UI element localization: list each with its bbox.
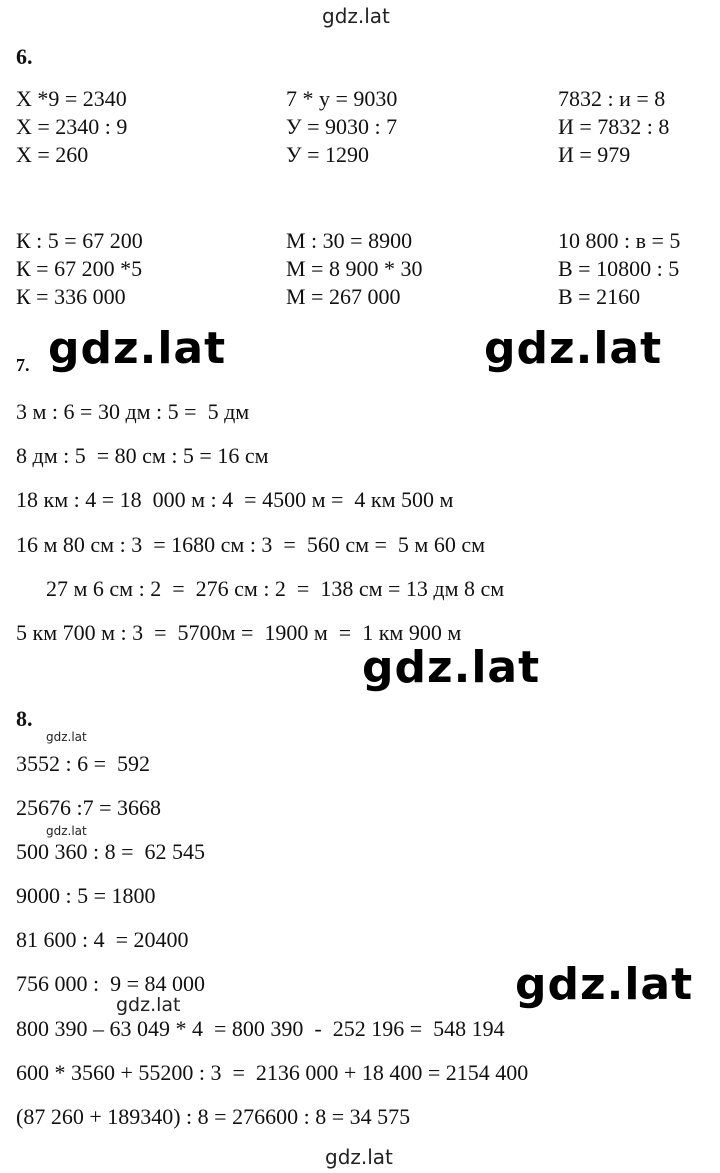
watermark-big-2: gdz.lat: [484, 323, 663, 374]
line-8-6: 756 000 : 9 = 84 000: [16, 973, 206, 991]
eq-6-1-1: X *9 = 2340: [16, 86, 127, 111]
watermark-small-1: gdz.lat: [46, 730, 87, 744]
eq-6-6-2: М = 267 000: [286, 284, 401, 309]
watermark-small-2: gdz.lat: [46, 824, 87, 838]
eq-6-1-2: 7 * у = 9030: [286, 86, 398, 111]
eq-6-4-3: 10 800 : в = 5: [558, 228, 681, 253]
task-7-heading: 7.: [16, 355, 30, 375]
eq-6-2-3: И = 7832 : 8: [558, 114, 670, 139]
watermark-big-3: gdz.lat: [362, 642, 541, 693]
watermark-big-4: gdz.lat: [515, 959, 694, 1010]
line-8-8: 600 * 3560 + 55200 : 3 = 2136 000 + 18 400 = 2154 400: [16, 1060, 529, 1085]
line-8-9: (87 260 + 189340) : 8 = 276600 : 8 = 34 575: [16, 1104, 411, 1129]
eq-6-4-1: К : 5 = 67 200: [16, 228, 143, 253]
task-8-heading: 8.: [16, 706, 33, 731]
watermark-bottom: gdz.lat: [325, 1145, 393, 1169]
line-8-2: 25676 :7 = 3668: [16, 795, 162, 820]
eq-6-2-1: X = 2340 : 9: [16, 114, 128, 139]
eq-6-3-2: У = 1290: [286, 142, 369, 167]
line-7-3: 18 км : 4 = 18 000 м : 4 = 4500 м = 4 км 500 м: [16, 487, 454, 512]
eq-6-6-3: В = 2160: [558, 284, 641, 309]
eq-6-6-1: К = 336 000: [16, 284, 126, 309]
task-6-heading: 6.: [16, 44, 33, 69]
line-7-4: 16 м 80 см : 3 = 1680 см : 3 = 560 см = 5 м 60 см: [16, 532, 486, 557]
line-7-1: 3 м : 6 = 30 дм : 5 = 5 дм: [16, 399, 250, 424]
line-7-5: 27 м 6 см : 2 = 276 см : 2 = 138 см = 13 дм 8 см: [46, 576, 505, 601]
line-8-5: 81 600 : 4 = 20400: [16, 927, 189, 952]
eq-6-5-2: М = 8 900 * 30: [286, 256, 423, 281]
eq-6-1-3: 7832 : и = 8: [558, 86, 666, 111]
eq-6-3-3: И = 979: [558, 142, 631, 167]
eq-6-5-3: В = 10800 : 5: [558, 256, 680, 281]
eq-6-5-1: К = 67 200 *5: [16, 256, 143, 281]
line-8-4: 9000 : 5 = 1800: [16, 883, 156, 908]
eq-6-3-1: X = 260: [16, 142, 89, 167]
eq-6-2-2: У = 9030 : 7: [286, 114, 398, 139]
watermark-big-1: gdz.lat: [48, 323, 227, 374]
line-7-6: 5 км 700 м : 3 = 5700м = 1900 м = 1 км 900 м: [16, 622, 462, 640]
line-8-3: 500 360 : 8 = 62 545: [16, 839, 206, 864]
eq-6-4-2: М : 30 = 8900: [286, 228, 413, 253]
watermark-top: gdz.lat: [322, 4, 390, 28]
line-8-7: 800 390 – 63 049 * 4 = 800 390 - 252 196 = 548 194: [16, 1016, 505, 1041]
line-7-2: 8 дм : 5 = 80 см : 5 = 16 см: [16, 443, 269, 468]
watermark-small-3: gdz.lat: [116, 994, 181, 1016]
line-8-1: 3552 : 6 = 592: [16, 751, 151, 776]
